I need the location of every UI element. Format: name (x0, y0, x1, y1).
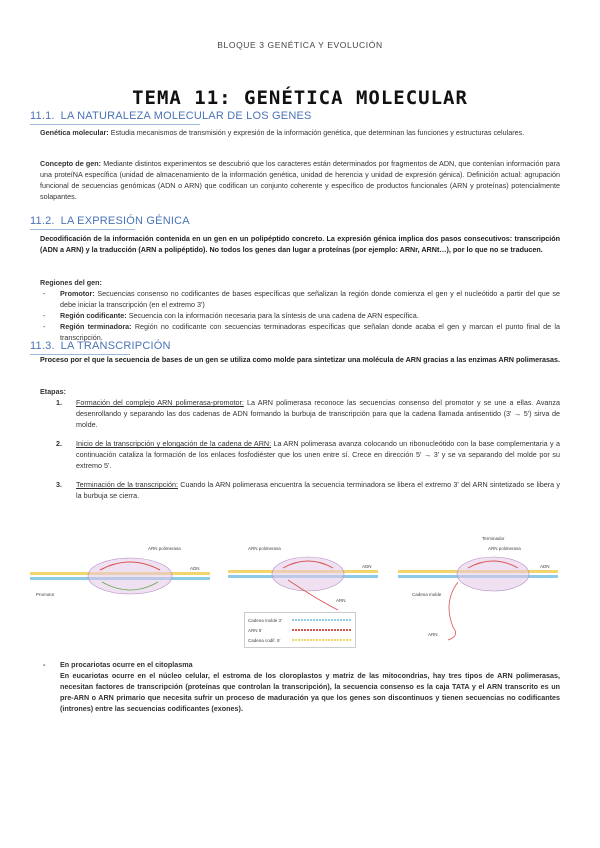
paragraph-genetica-molecular (40, 127, 560, 138)
step-number: 2. (56, 439, 62, 448)
list-item (56, 397, 560, 430)
region-name: Región codificante: (60, 311, 127, 320)
label-arn: ARN (336, 598, 346, 603)
legend-label-rna: ARN 5' (248, 628, 263, 633)
section-title: LA NATURALEZA MOLECULAR DE LOS GENES (60, 110, 312, 122)
step-text: La ARN polimerasa reconoce las secuencias consenso del promotor y se une a ellas. Avanza desenrollando y separando las dos cadenas de ADN formando la burbuja de transcripción para que la cadena llamada antisentido (3' → 5') sirva de molde. (76, 398, 560, 429)
list-item (56, 438, 560, 471)
regions-label: Regiones del gen: (40, 278, 102, 287)
bullet-dash: - (43, 289, 46, 298)
step-number: 1. (56, 398, 62, 407)
term-label: Genética molecular: (40, 128, 109, 137)
released-rna (448, 582, 458, 640)
section-heading-11-2 (30, 215, 190, 227)
section-title: LA TRANSCRIPCIÓN (60, 340, 171, 352)
label-promotor: Promotor (36, 592, 55, 597)
diagram-transcription-termination (398, 532, 558, 642)
diagram-transcription-initiation (30, 540, 210, 610)
term-text: Mediante distintos experimentos se descubrió que los caracteres están determinados por fragmentos de ADN, que contenían información para una proteíNA específica (unidad de almacenamiento de la información genética, unidad de herencia y unidad de expresión génica). Definición actual: agrupación funcional de secuencias genómicas (ADN o ARN) que codifican un conjunto coherente y específico de productos funcionales (ARN y proteínas) potencialmente solapantes. (40, 159, 560, 201)
label-arn-polimerasa: ARN polimerasa (248, 546, 281, 551)
rna-polymerase-shape (272, 557, 344, 591)
section-number: 11.2. (30, 215, 55, 227)
term-text: Estudia mecanismos de transmisión y expresión de la información genética, que determinan las funciones y estructuras celulares. (110, 128, 525, 137)
diagram-transcription-elongation (228, 540, 378, 615)
section-title: LA EXPRESIÓN GÉNICA (60, 215, 190, 227)
step-title: Inicio de la transcripción y elongación de la cadena de ARN: (76, 439, 272, 448)
list-item (40, 659, 560, 670)
label-cadena-molde: Cadena molde (412, 592, 442, 597)
paragraph-eukaryotes: En eucariotas ocurre en el núcleo celular, el estroma de los cloroplastos y matriz de las mitocondrias, hay tres tipos de ARN polimerasas, necesitan factores de transcripción (proteínas que controlan la transcripción), la secuencia consenso es la caja TATA y el ARN transcrito es un pre-ARN o ARN primario que necesita sufrir un proceso de maduración ya que los genes son discontinuos y tienen secuencias no codificantes (intrones) entre las secuencias codificantes (exones). (60, 671, 560, 713)
region-text: Región no codificante con secuencias terminadoras específicas que señalan donde acaba el gen y marcan el punto final de la transcripción. (60, 322, 560, 342)
legend-label-coding: Cadena codif. 5' (248, 638, 281, 643)
section-number: 11.1. (30, 110, 55, 122)
step-title: Terminación de la transcripción: (76, 480, 178, 489)
paragraph-expresion-genica: Decodificación de la información contenida en un gen en un polipéptido concreto. La expresión génica implica dos pasos consecutivos: transcripción (ADN a ARN) y la traducción (ARN a polipéptido). No todos los genes dan lugar a proteínas (por ejemplo: ARNr, ARNt…), por lo que no se traducen. (40, 234, 560, 254)
label-arn-polimerasa: ARN polimerasa (488, 546, 521, 551)
section-heading-11-3 (30, 340, 171, 352)
section-heading-11-1 (30, 110, 312, 122)
diagram-strand-legend (244, 612, 356, 648)
label-arn: ARN (428, 632, 438, 637)
list-item (40, 310, 560, 321)
bullet-dash: - (43, 311, 46, 320)
label-arn-polimerasa: ARN polimerasa (148, 546, 181, 551)
block-header: BLOQUE 3 GENÉTICA Y EVOLUCIÓN (217, 40, 383, 50)
paragraph-concepto-gen (40, 158, 560, 202)
region-name: Región terminadora: (60, 322, 132, 331)
list-item (40, 288, 560, 310)
term-label: Concepto de gen: (40, 159, 102, 168)
step-title: Formación del complejo ARN polimerasa-promotor: (76, 398, 244, 407)
list-item (56, 479, 560, 501)
rna-polymerase-shape (457, 557, 529, 591)
region-text: Secuencias consenso no codificantes de bases específicas que señalizan la región donde comienza el gen y el nucleótido a partir del que se debe iniciar la transcripción (en el extremo 3') (60, 289, 560, 309)
region-text: Secuencia con la información necesaria para la síntesis de una cadena de ARN específica. (128, 311, 419, 320)
region-name: Promotor: (60, 289, 95, 298)
step-text: La ARN polimerasa avanza colocando un ribonucleótido con la base complementaria y a continuación cataliza la formación de los enlaces fosfodiéster que los unen entre sí. Crece en dirección 5' → 3' y se va separando del molde por su extremo 5'. (76, 439, 560, 470)
legend-label-template: Cadena molde 3' (248, 618, 282, 623)
page-title: TEMA 11: GENÉTICA MOLECULAR (132, 87, 468, 109)
steps-label: Etapas: (40, 387, 66, 396)
step-number: 3. (56, 480, 62, 489)
prokaryote-bullet (40, 659, 560, 670)
label-adn: ADN (540, 564, 550, 569)
section-underline (30, 229, 135, 230)
section-number: 11.3. (30, 340, 55, 352)
step-text: Cuando la ARN polimerasa encuentra la secuencia terminadora se libera el extremo 3' del ARN sintetizado se libera y la burbuja se cierra. (76, 480, 560, 500)
rna-polymerase-shape (88, 558, 172, 594)
label-adn: ADN (190, 566, 200, 571)
paragraph-transcripcion: Proceso por el que la secuencia de bases de un gen se utiliza como molde para sintetizar una molécula de ARN gracias a las enzimas ARN polimerasas. (40, 355, 560, 364)
bullet-dash: - (43, 322, 46, 331)
label-adn: ADN (362, 564, 372, 569)
section-underline (30, 124, 200, 125)
regions-list (40, 288, 560, 343)
label-terminador: Terminador (482, 536, 505, 541)
bullet-text: En procariotas ocurre en el citoplasma (60, 660, 193, 669)
bullet-dash: - (43, 660, 46, 669)
steps-list (56, 397, 560, 509)
